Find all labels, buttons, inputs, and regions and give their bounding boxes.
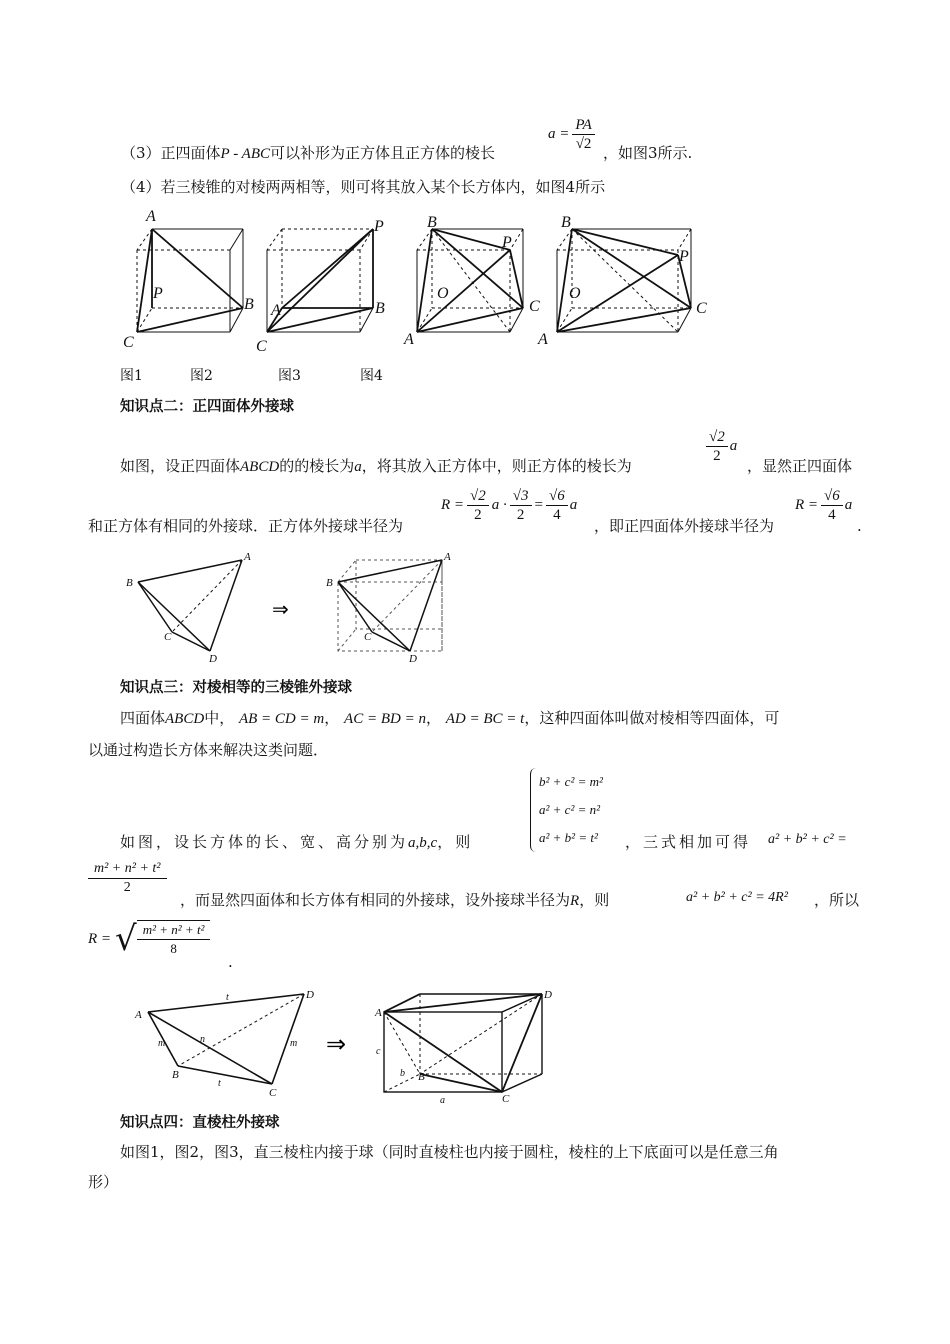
svg-text:m: m: [158, 1038, 166, 1049]
k3-line3-end: ，三式相加可得: [625, 833, 752, 851]
k2-line1-end: ，显然正四面体: [747, 457, 853, 475]
caption-fig4: 图4: [360, 368, 383, 384]
svg-text:A: A: [404, 331, 414, 348]
svg-text:C: C: [256, 338, 267, 355]
k3-figure: [130, 982, 570, 1104]
k2-figure: [120, 548, 460, 666]
k4-line2: 形）: [88, 1173, 119, 1191]
k4-line1: 如图1，图2，图3，直三棱柱内接于球（同时直棱柱也内接于圆柱，棱柱的上下底面可以是任意三角: [120, 1143, 779, 1161]
svg-text:B: B: [244, 296, 254, 313]
k2-line2: 和正方体有相同的外接球．正方体外接球半径为: [88, 517, 404, 535]
svg-text:C: C: [123, 334, 134, 351]
svg-text:A: A: [146, 208, 156, 225]
svg-text:O: O: [569, 285, 581, 302]
svg-text:D: D: [209, 653, 217, 665]
svg-text:C: C: [164, 631, 172, 643]
svg-text:t: t: [218, 1078, 221, 1089]
svg-text:B: B: [418, 1071, 425, 1083]
svg-text:A: A: [244, 551, 251, 563]
svg-text:A: A: [538, 331, 548, 348]
k2-formula-radius: R = $\frac{√2}{2}$ a · $\frac{√3}{2}$ = $\frac{√6}{4}$ a: [441, 488, 578, 523]
k3-sum-eq: a² + b² + c² =: [768, 832, 847, 847]
svg-text:B: B: [561, 214, 571, 231]
svg-text:C: C: [529, 298, 540, 315]
svg-text:c: c: [376, 1046, 381, 1057]
svg-text:t: t: [226, 992, 229, 1003]
k2-line2-mid: ，即正四面体外接球半径为: [594, 517, 775, 535]
k2-title: 知识点二：正四面体外接球: [120, 399, 294, 415]
svg-text:A: A: [375, 1007, 382, 1019]
svg-text:D: D: [306, 989, 314, 1001]
svg-text:B: B: [172, 1069, 179, 1081]
svg-text:⇒: ⇒: [326, 1032, 347, 1058]
k3-system: b² + c² = m² a² + c² = n² a² + b² = t²: [530, 768, 603, 852]
caption-fig1: 图1: [120, 368, 143, 384]
svg-text:P: P: [679, 248, 689, 265]
k2-line1: 如图，设正四面体ABCD的的棱长为a，将其放入正方体中，则正方体的棱长为: [120, 457, 632, 475]
svg-text:C: C: [502, 1093, 510, 1104]
svg-text:B: B: [326, 577, 333, 589]
k3-line3: 如图，设长方体的长、宽、高分别为a,b,c，则: [120, 833, 474, 851]
k2-formula-result: R = $\frac{√6}{4}$ a: [795, 488, 853, 523]
svg-text:A: A: [444, 551, 451, 563]
svg-text:D: D: [409, 653, 417, 665]
k3-4r-eq: a² + b² + c² = 4R²: [686, 890, 788, 905]
svg-text:C: C: [696, 300, 707, 317]
svg-text:P: P: [153, 285, 163, 302]
svg-text:B: B: [126, 577, 133, 589]
svg-text:D: D: [544, 989, 552, 1001]
k3-line1: 四面体ABCD中， AB = CD = m， AC = BD = n， AD = BC = t，这种四面体叫做对棱相等四面体，可: [120, 709, 780, 727]
svg-text:O: O: [437, 285, 449, 302]
svg-text:B: B: [427, 214, 437, 231]
svg-text:n: n: [200, 1034, 205, 1045]
svg-text:b: b: [400, 1068, 405, 1079]
svg-text:C: C: [364, 631, 372, 643]
svg-text:A: A: [271, 302, 281, 319]
figures-1-4: [115, 205, 725, 360]
svg-text:P: P: [374, 218, 384, 235]
svg-text:C: C: [269, 1087, 277, 1099]
svg-text:B: B: [375, 300, 385, 317]
k2-period: .: [857, 517, 862, 535]
svg-text:m: m: [290, 1038, 298, 1049]
k3-period: .: [228, 953, 233, 971]
caption-fig3: 图3: [278, 368, 301, 384]
k3-title: 知识点三：对棱相等的三棱锥外接球: [120, 680, 352, 696]
k3-radius-formula: R = √ $\frac{\text{m² + n² + t²}}{8}$: [88, 920, 210, 958]
svg-text:⇒: ⇒: [272, 599, 289, 621]
p3-formula: a = $\frac{PA}{√2}$: [548, 116, 595, 153]
p3-suffix: ，如图3所示.: [603, 144, 693, 162]
svg-text:P: P: [502, 234, 512, 251]
p4-line: （4）若三棱锥的对棱两两相等，则可将其放入某个长方体内，如图4所示: [121, 178, 606, 196]
svg-text:A: A: [135, 1009, 142, 1021]
k3-line4-end: ，所以: [814, 891, 860, 909]
k2-frac1: $\frac{√2}{2}$ a: [706, 428, 737, 465]
caption-fig2: 图2: [190, 368, 213, 384]
k4-title: 知识点四：直棱柱外接球: [120, 1115, 280, 1131]
svg-text:a: a: [440, 1095, 445, 1104]
k3-line2: 以通过构造长方体来解决这类问题．: [88, 741, 329, 759]
k3-frac-sum: $\frac{\text{m² + n² + t²}}{2}$: [88, 860, 167, 897]
p3-line: （3）正四面体P - ABC可以补形为正方体且正方体的棱长: [121, 144, 496, 162]
k3-line4: ，而显然四面体和长方体有相同的外接球，设外接球半径为R，则: [180, 891, 610, 909]
